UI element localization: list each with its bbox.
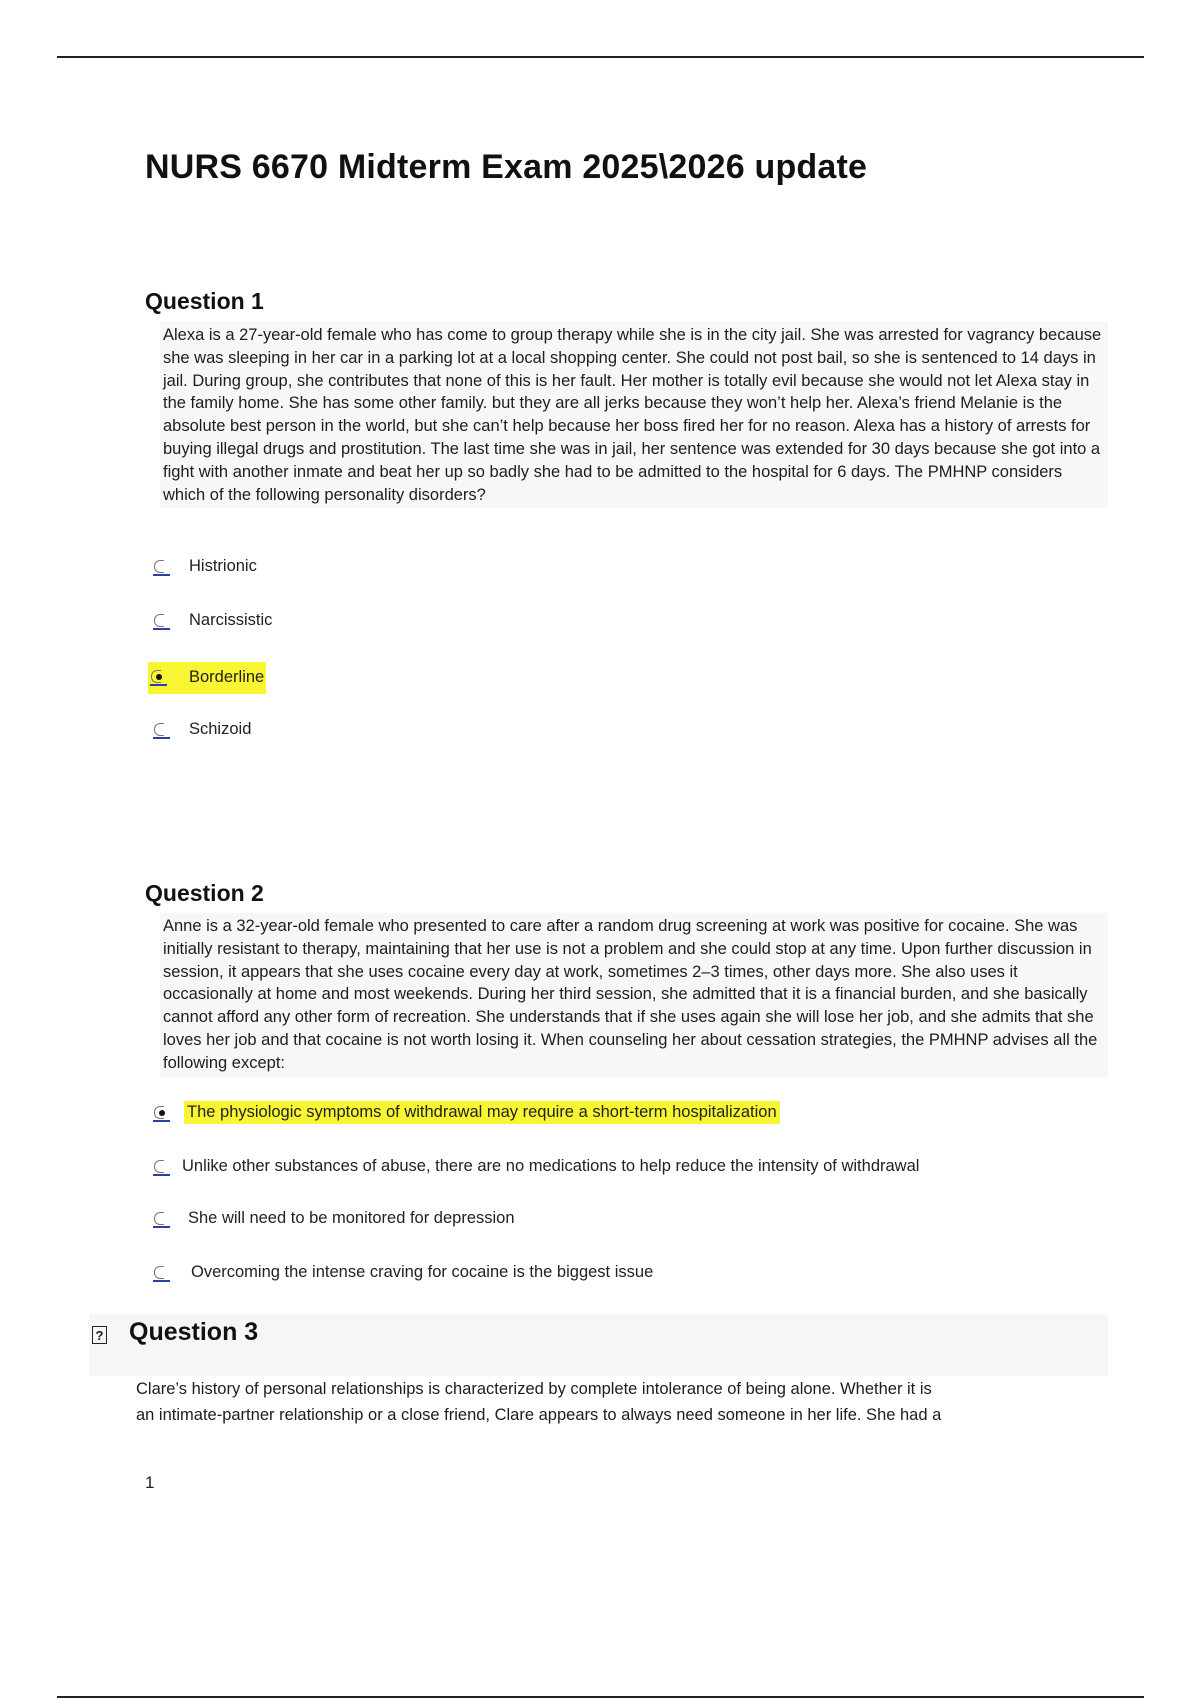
bottom-rule xyxy=(57,1696,1144,1698)
radio-button-icon[interactable] xyxy=(153,1264,170,1282)
question-3-body-line-2: an intimate-partner relationship or a close friend, Clare appears to always need someone in her life. She had a xyxy=(136,1406,942,1424)
question-1-body: Alexa is a 27-year-old female who has come to group therapy while she is in the city jail. She was arrested for vagrancy because she was sleeping in her car in a parking lot at a local shopping center. She could not post bail, so she is sentenced to 14 days in jail. During group, she contributes that none of this is her fault. Her mother is totally evil because she would not let Alexa stay in the family home. She has some other family. but they are all jerks because they won’t help her. Alexa’s friend Melanie is the absolute best person in the world, but she can’t help because her boss fired her for no reason. Alexa has a history of arrests for buying illegal drugs and prostitution. The last time she was in jail, her sentence was extended for 30 days because she got into a fight with another inmate and beat her up so badly she had to be admitted to the hospital for 6 days. The PMHNP considers which of the following personality disorders? xyxy=(160,322,1108,508)
question-2-heading: Question 2 xyxy=(145,880,264,906)
page-number: 1 xyxy=(145,1473,155,1492)
question-2-option-4[interactable]: Overcoming the intense craving for cocaine is the biggest issue xyxy=(153,1263,653,1282)
page-title: NURS 6670 Midterm Exam 2025\2026 update xyxy=(145,148,868,186)
question-3-heading: Question 3 xyxy=(129,1318,259,1346)
question-1-option-borderline[interactable]: Borderline xyxy=(148,662,266,694)
question-2-option-2[interactable]: Unlike other substances of abuse, there are no medications to help reduce the intensity of withdrawal xyxy=(153,1157,919,1176)
question-2-body: Anne is a 32-year-old female who presented to care after a random drug screening at work was positive for cocaine. She was initially resistant to therapy, maintaining that her use is not a problem and she could stop at any time. Upon further discussion in session, it appears that she uses cocaine every day at work, sometimes 2–3 times, other days more. She also uses it occasionally at home and most weekends. During her third session, she admitted that it is a financial burden, and she basically cannot afford any other form of recreation. She understands that if she uses again she will lose her job, and she admits that she loves her job and that cocaine is not worth losing it. When counseling her about cessation strategies, the PMHNP advises all the following except: xyxy=(160,913,1108,1077)
radio-button-icon[interactable] xyxy=(153,1210,170,1228)
question-3-body-line-1: Clare’s history of personal relationships is characterized by complete intolerance of being alone. Whether it is xyxy=(136,1380,932,1398)
question-2-option-1[interactable]: The physiologic symptoms of withdrawal may require a short-term hospitalization xyxy=(153,1101,780,1124)
question-1-option-narcissistic[interactable]: Narcissistic xyxy=(153,611,272,630)
question-mark-icon: ? xyxy=(92,1326,107,1344)
question-1-heading: Question 1 xyxy=(145,288,264,314)
radio-button-selected-icon[interactable] xyxy=(153,1104,170,1122)
question-1-option-schizoid[interactable]: Schizoid xyxy=(153,720,251,739)
radio-button-icon[interactable] xyxy=(153,558,170,576)
radio-button-icon[interactable] xyxy=(153,1158,170,1176)
question-1-option-histrionic[interactable]: Histrionic xyxy=(153,557,257,576)
radio-button-icon[interactable] xyxy=(153,612,170,630)
radio-button-icon[interactable] xyxy=(153,721,170,739)
top-rule xyxy=(57,56,1144,58)
question-2-option-3[interactable]: She will need to be monitored for depression xyxy=(153,1209,515,1228)
radio-button-selected-icon[interactable] xyxy=(150,668,167,686)
